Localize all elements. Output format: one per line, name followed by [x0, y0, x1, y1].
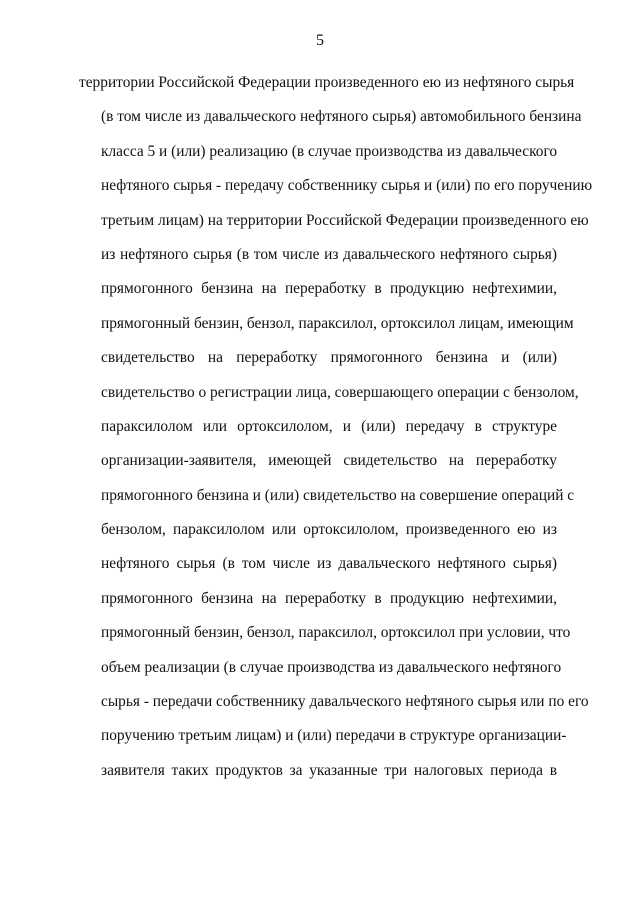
text-line-16: прямогонного бензина на переработку в продукцию нефтехимии,	[101, 589, 557, 607]
text-line-17: прямогонный бензин, бензол, параксилол, ортоксилол при условии, что	[101, 624, 571, 642]
text-line-1: территории Российской Федерации произведенного ею из нефтяного сырья	[79, 74, 575, 91]
text-line-9: свидетельство на переработку прямогонного бензина и (или)	[101, 349, 557, 367]
text-line-14: бензолом, параксилолом или ортоксилолом, произведенного ею из	[101, 521, 557, 539]
body-text	[79, 66, 593, 788]
text-line-11: параксилолом или ортоксилолом, и (или) передачу в структуре	[101, 417, 557, 435]
text-line-10: свидетельство о регистрации лица, совершающего операции с бензолом,	[101, 383, 579, 401]
text-line-8: прямогонный бензин, бензол, параксилол, ортоксилол лицам, имеющим	[101, 314, 574, 332]
text-line-19: сырья - передачи собственнику давальческого нефтяного сырья или по его	[101, 693, 589, 711]
text-line-13: прямогонного бензина и (или) свидетельство на совершение операций с	[101, 486, 575, 504]
text-line-3: класса 5 и (или) реализацию (в случае производства из давальческого	[101, 142, 558, 160]
text-line-21: заявителя таких продуктов за указанные три налоговых периода в	[101, 761, 557, 779]
text-line-7: прямогонного бензина на переработку в продукцию нефтехимии,	[101, 280, 557, 298]
text-line-6: из нефтяного сырья (в том числе из давальческого нефтяного сырья)	[101, 245, 557, 263]
text-line-20: поручению третьим лицам) и (или) передачи в структуре организации-	[101, 727, 567, 745]
page-number: 5	[316, 32, 324, 49]
text-line-4: нефтяного сырья - передачу собственнику сырья и (или) по его поручению	[101, 177, 593, 195]
text-line-2: (в том числе из давальческого нефтяного сырья) автомобильного бензина	[101, 108, 582, 126]
text-line-5: третьим лицам) на территории Российской Федерации произведенного ею	[101, 211, 589, 229]
text-line-12: организации-заявителя, имеющей свидетельство на переработку	[101, 452, 557, 470]
text-line-18: объем реализации (в случае производства из давальческого нефтяного	[101, 658, 562, 676]
text-line-15: нефтяного сырья (в том числе из давальческого нефтяного сырья)	[101, 555, 557, 573]
